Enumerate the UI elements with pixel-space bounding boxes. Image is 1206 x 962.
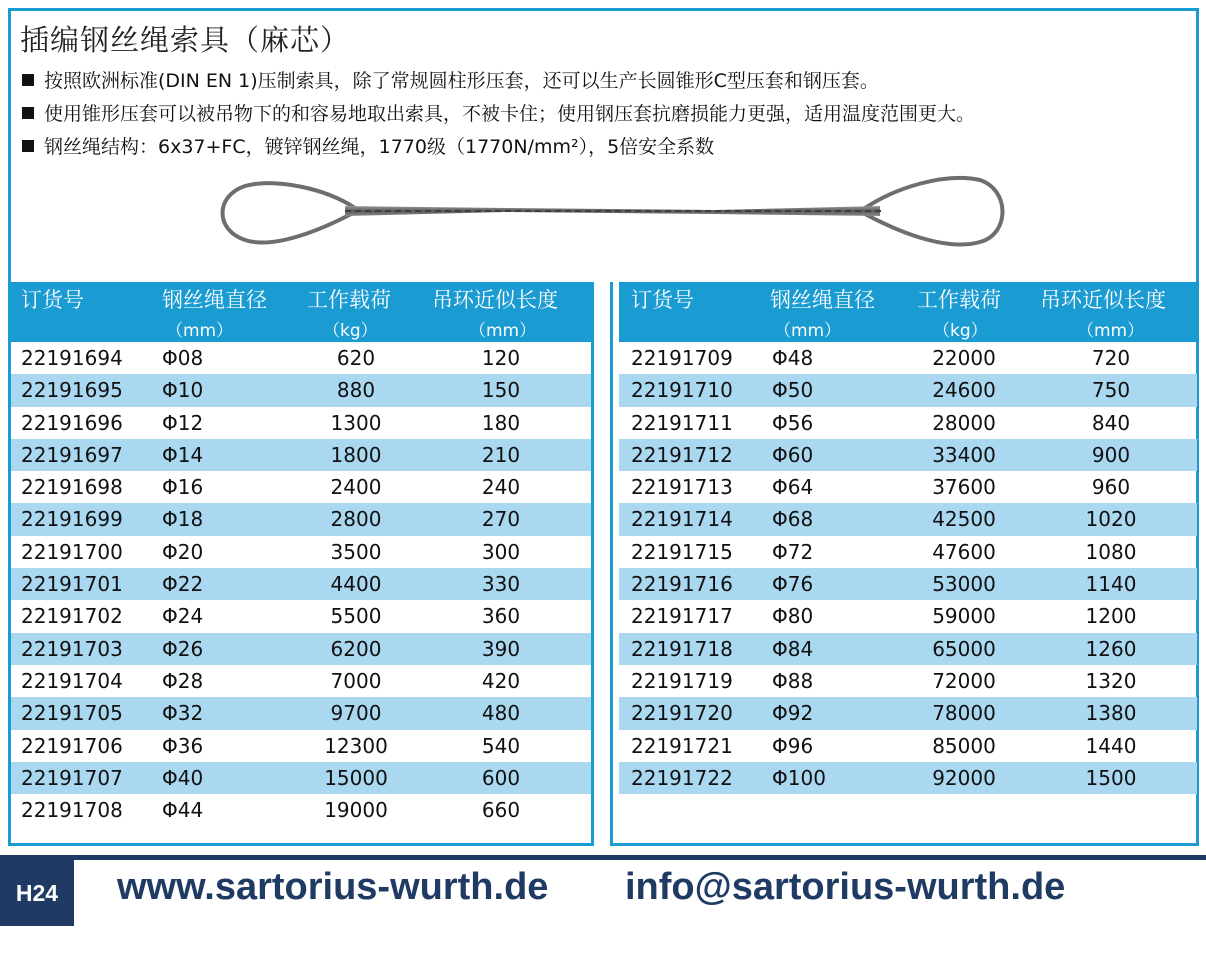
cell-diameter: Φ56 (772, 410, 814, 435)
footer-rule (0, 855, 1206, 860)
cell-order-no: 22191699 (21, 507, 123, 532)
cell-load: 65000 (932, 636, 996, 661)
cell-load: 28000 (932, 410, 996, 435)
cell-loop-length: 210 (481, 442, 521, 467)
table-row (619, 536, 1197, 568)
cell-loop-length: 960 (1091, 475, 1131, 500)
table-row (619, 342, 1197, 374)
table-row (11, 568, 591, 600)
cell-order-no: 22191705 (21, 701, 123, 726)
header-diameter: 钢丝绳直径 (162, 288, 267, 312)
cell-loop-length: 900 (1091, 442, 1131, 467)
table-row (619, 503, 1197, 535)
cell-loop-length: 1500 (1085, 765, 1137, 790)
table-row (11, 730, 591, 762)
page-number-badge: H24 (0, 860, 74, 926)
cell-load: 7000 (330, 668, 382, 693)
cell-loop-length: 1260 (1085, 636, 1137, 661)
table-row (619, 762, 1197, 794)
bullet-1 (22, 66, 879, 93)
cell-order-no: 22191710 (631, 378, 733, 403)
cell-loop-length: 840 (1091, 410, 1131, 435)
cell-load: 12300 (324, 733, 388, 758)
cell-diameter: Φ44 (162, 798, 204, 823)
cell-loop-length: 1140 (1085, 572, 1137, 597)
cell-order-no: 22191708 (21, 798, 123, 823)
cell-loop-length: 300 (481, 539, 521, 564)
cell-diameter: Φ68 (772, 507, 814, 532)
table-right (619, 282, 1197, 794)
cell-diameter: Φ16 (162, 475, 204, 500)
cell-diameter: Φ100 (772, 765, 826, 790)
table-row (619, 633, 1197, 665)
table-row (11, 536, 591, 568)
cell-load: 5500 (330, 604, 382, 629)
cell-loop-length: 420 (481, 668, 521, 693)
cell-diameter: Φ32 (162, 701, 204, 726)
cell-order-no: 22191712 (631, 442, 733, 467)
cell-diameter: Φ18 (162, 507, 204, 532)
wire-rope-sling-image (215, 168, 1005, 258)
table-row (11, 471, 591, 503)
table-left-header (11, 282, 591, 342)
cell-diameter: Φ48 (772, 346, 814, 370)
cell-loop-length: 720 (1091, 346, 1131, 370)
cell-loop-length: 1020 (1085, 507, 1137, 532)
cell-loop-length: 1080 (1085, 539, 1137, 564)
cell-diameter: Φ24 (162, 604, 204, 629)
cell-load: 6200 (330, 636, 382, 661)
bullet-3-text: 钢丝绳结构：6x37+FC，镀锌钢丝绳，1770级（1770N/mm²），5倍安全系数 (44, 136, 715, 158)
cell-order-no: 22191717 (631, 604, 733, 629)
cell-load: 2400 (330, 475, 382, 500)
table-row (11, 762, 591, 794)
cell-diameter: Φ12 (162, 410, 204, 435)
page-title: 插编钢丝绳索具（麻芯） (20, 23, 351, 57)
cell-loop-length: 1200 (1085, 604, 1137, 629)
table-row (619, 600, 1197, 632)
header-order-no: 订货号 (631, 288, 694, 312)
header-load: 工作载荷 (307, 288, 391, 312)
footer-email-link[interactable]: info@sartorius-wurth.de (625, 866, 1066, 908)
bullet-square-icon (22, 107, 34, 119)
cell-order-no: 22191694 (21, 346, 123, 370)
cell-loop-length: 750 (1091, 378, 1131, 403)
cell-load: 47600 (932, 539, 996, 564)
cell-load: 620 (336, 346, 376, 370)
cell-diameter: Φ96 (772, 733, 814, 758)
table-row (11, 600, 591, 632)
bullet-1-text: 按照欧洲标准(DIN EN 1)压制索具，除了常规圆柱形压套，还可以生产长圆锥形C型压套和钢压套。 (44, 70, 879, 92)
header-load-unit: （kg） (323, 321, 378, 341)
cell-load: 59000 (932, 604, 996, 629)
table-row (11, 374, 591, 406)
cell-loop-length: 1440 (1085, 733, 1137, 758)
cell-load: 2800 (330, 507, 382, 532)
cell-loop-length: 270 (481, 507, 521, 532)
cell-load: 15000 (324, 765, 388, 790)
cell-order-no: 22191704 (21, 668, 123, 693)
cell-load: 33400 (932, 442, 996, 467)
cell-order-no: 22191702 (21, 604, 123, 629)
table-row (619, 697, 1197, 729)
cell-load: 22000 (932, 346, 996, 370)
cell-loop-length: 150 (481, 378, 521, 403)
cell-loop-length: 660 (481, 798, 521, 823)
table-row (11, 503, 591, 535)
cell-load: 1800 (330, 442, 382, 467)
cell-load: 3500 (330, 539, 382, 564)
table-row (11, 439, 591, 471)
cell-loop-length: 240 (481, 475, 521, 500)
cell-load: 1300 (330, 410, 382, 435)
cell-diameter: Φ14 (162, 442, 204, 467)
table-left (11, 282, 591, 826)
cell-order-no: 22191722 (631, 765, 733, 790)
header-loop-length-unit: （mm） (469, 321, 537, 341)
table-row (619, 665, 1197, 697)
cell-order-no: 22191718 (631, 636, 733, 661)
cell-order-no: 22191696 (21, 410, 123, 435)
header-load: 工作载荷 (917, 288, 1001, 312)
cell-diameter: Φ60 (772, 442, 814, 467)
cell-diameter: Φ08 (162, 346, 204, 370)
cell-order-no: 22191707 (21, 765, 123, 790)
table-left-body (11, 342, 591, 826)
cell-order-no: 22191713 (631, 475, 733, 500)
cell-order-no: 22191697 (21, 442, 123, 467)
cell-order-no: 22191709 (631, 346, 733, 370)
cell-order-no: 22191711 (631, 410, 733, 435)
table-row (11, 342, 591, 374)
table-row (619, 568, 1197, 600)
cell-loop-length: 330 (481, 572, 521, 597)
bullet-square-icon (22, 140, 34, 152)
cell-diameter: Φ76 (772, 572, 814, 597)
cell-loop-length: 390 (481, 636, 521, 661)
bullet-2-text: 使用锥形压套可以被吊物下的和容易地取出索具，不被卡住；使用钢压套抗磨损能力更强，适用温度范围更大。 (44, 103, 976, 125)
cell-loop-length: 360 (481, 604, 521, 629)
cell-load: 880 (336, 378, 376, 403)
table-divider (591, 282, 613, 846)
cell-order-no: 22191719 (631, 668, 733, 693)
cell-order-no: 22191721 (631, 733, 733, 758)
cell-load: 53000 (932, 572, 996, 597)
table-row (619, 471, 1197, 503)
header-loop-length-unit: （mm） (1077, 321, 1145, 341)
header-diameter-unit: （mm） (774, 321, 842, 341)
table-row (619, 730, 1197, 762)
header-loop-length: 吊环近似长度 (432, 288, 558, 312)
table-row (11, 407, 591, 439)
table-row (11, 633, 591, 665)
cell-load: 72000 (932, 668, 996, 693)
cell-diameter: Φ80 (772, 604, 814, 629)
bullet-2 (22, 99, 975, 126)
footer-website-link[interactable]: www.sartorius-wurth.de (117, 866, 549, 908)
table-right-body (619, 342, 1197, 794)
cell-diameter: Φ36 (162, 733, 204, 758)
cell-load: 42500 (932, 507, 996, 532)
cell-diameter: Φ72 (772, 539, 814, 564)
table-row (11, 794, 591, 826)
cell-loop-length: 1320 (1085, 668, 1137, 693)
cell-order-no: 22191715 (631, 539, 733, 564)
cell-diameter: Φ22 (162, 572, 204, 597)
cell-diameter: Φ84 (772, 636, 814, 661)
cell-order-no: 22191700 (21, 539, 123, 564)
cell-order-no: 22191720 (631, 701, 733, 726)
cell-order-no: 22191703 (21, 636, 123, 661)
cell-loop-length: 480 (481, 701, 521, 726)
header-diameter: 钢丝绳直径 (770, 288, 875, 312)
cell-load: 9700 (330, 701, 382, 726)
cell-load: 78000 (932, 701, 996, 726)
cell-load: 85000 (932, 733, 996, 758)
header-diameter-unit: （mm） (166, 321, 234, 341)
cell-diameter: Φ28 (162, 668, 204, 693)
bullet-3 (22, 132, 714, 159)
cell-order-no: 22191716 (631, 572, 733, 597)
table-row (619, 374, 1197, 406)
cell-order-no: 22191714 (631, 507, 733, 532)
cell-diameter: Φ64 (772, 475, 814, 500)
cell-loop-length: 540 (481, 733, 521, 758)
table-row (11, 697, 591, 729)
cell-diameter: Φ40 (162, 765, 204, 790)
cell-loop-length: 180 (481, 410, 521, 435)
cell-diameter: Φ92 (772, 701, 814, 726)
cell-loop-length: 1380 (1085, 701, 1137, 726)
cell-load: 19000 (324, 798, 388, 823)
table-row (11, 665, 591, 697)
cell-loop-length: 600 (481, 765, 521, 790)
cell-loop-length: 120 (481, 346, 521, 370)
cell-diameter: Φ20 (162, 539, 204, 564)
cell-load: 92000 (932, 765, 996, 790)
cell-load: 24600 (932, 378, 996, 403)
header-loop-length: 吊环近似长度 (1040, 288, 1166, 312)
cell-order-no: 22191706 (21, 733, 123, 758)
cell-load: 37600 (932, 475, 996, 500)
cell-load: 4400 (330, 572, 382, 597)
header-load-unit: （kg） (933, 321, 988, 341)
cell-diameter: Φ88 (772, 668, 814, 693)
header-order-no: 订货号 (21, 288, 84, 312)
table-right-header (619, 282, 1197, 342)
cell-diameter: Φ10 (162, 378, 204, 403)
table-row (619, 439, 1197, 471)
cell-diameter: Φ50 (772, 378, 814, 403)
cell-diameter: Φ26 (162, 636, 204, 661)
cell-order-no: 22191698 (21, 475, 123, 500)
table-row (619, 407, 1197, 439)
bullet-square-icon (22, 74, 34, 86)
cell-order-no: 22191695 (21, 378, 123, 403)
cell-order-no: 22191701 (21, 572, 123, 597)
